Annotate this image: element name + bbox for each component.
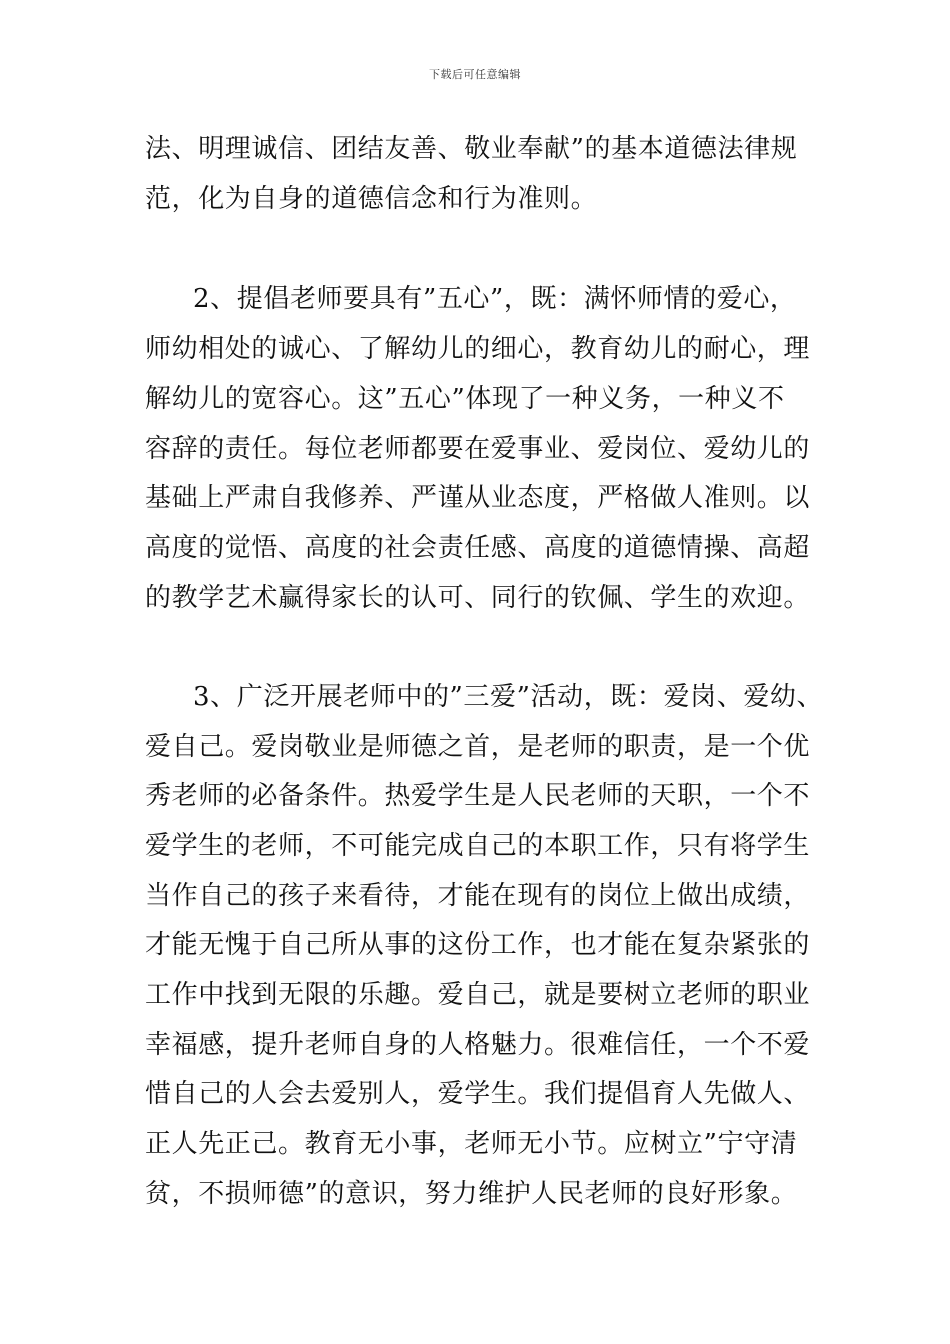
paragraph-line: 秀老师的必备条件。热爱学生是人民老师的天职，一个不 bbox=[145, 781, 811, 811]
page-header: 下载后可任意编辑 bbox=[429, 68, 521, 81]
paragraph-line: 爱学生的老师，不可能完成自己的本职工作，只有将学生 bbox=[145, 831, 811, 861]
paragraph-line: 正人先正己。教育无小事，老师无小节。应树立”宁守清 bbox=[145, 1129, 798, 1159]
paragraph-line: 容辞的责任。每位老师都要在爱事业、爱岗位、爱幼儿的 bbox=[145, 434, 811, 464]
paragraph-line: 2、提倡老师要具有”五心”，既：满怀师情的爱心， bbox=[193, 284, 797, 314]
paragraph-line: 解幼儿的宽容心。这”五心”体现了一种义务，一种义不 bbox=[145, 384, 785, 414]
paragraph-line: 的教学艺术赢得家长的认可、同行的钦佩、学生的欢迎。 bbox=[145, 583, 811, 613]
paragraph-line: 法、明理诚信、团结友善、敬业奉献”的基本道德法律规 bbox=[145, 134, 798, 164]
paragraph-line: 基础上严肃自我修养、严谨从业态度，严格做人准则。以 bbox=[145, 483, 811, 513]
paragraph-line: 贫，不损师德”的意识，努力维护人民老师的良好形象。 bbox=[145, 1179, 798, 1209]
paragraph-line: 师幼相处的诚心、了解幼儿的细心，教育幼儿的耐心，理 bbox=[145, 334, 811, 364]
paragraph-line: 3、广泛开展老师中的”三爱”活动，既：爱岗、爱幼、 bbox=[193, 682, 824, 712]
paragraph-line: 高度的觉悟、高度的社会责任感、高度的道德情操、高超 bbox=[145, 533, 811, 563]
paragraph-line: 工作中找到无限的乐趣。爱自己，就是要树立老师的职业 bbox=[145, 980, 811, 1010]
paragraph-line: 幸福感，提升老师自身的人格魅力。很难信任，一个不爱 bbox=[145, 1030, 811, 1060]
paragraph-line: 当作自己的孩子来看待，才能在现有的岗位上做出成绩， bbox=[145, 881, 811, 911]
paragraph-line: 才能无愧于自己所从事的这份工作，也才能在复杂紧张的 bbox=[145, 930, 811, 960]
paragraph-line: 范，化为自身的道德信念和行为准则。 bbox=[145, 184, 598, 214]
paragraph-line: 爱自己。爱岗敬业是师德之首，是老师的职责，是一个优 bbox=[145, 732, 811, 762]
paragraph-line: 惜自己的人会去爱别人，爱学生。我们提倡育人先做人、 bbox=[145, 1079, 811, 1109]
